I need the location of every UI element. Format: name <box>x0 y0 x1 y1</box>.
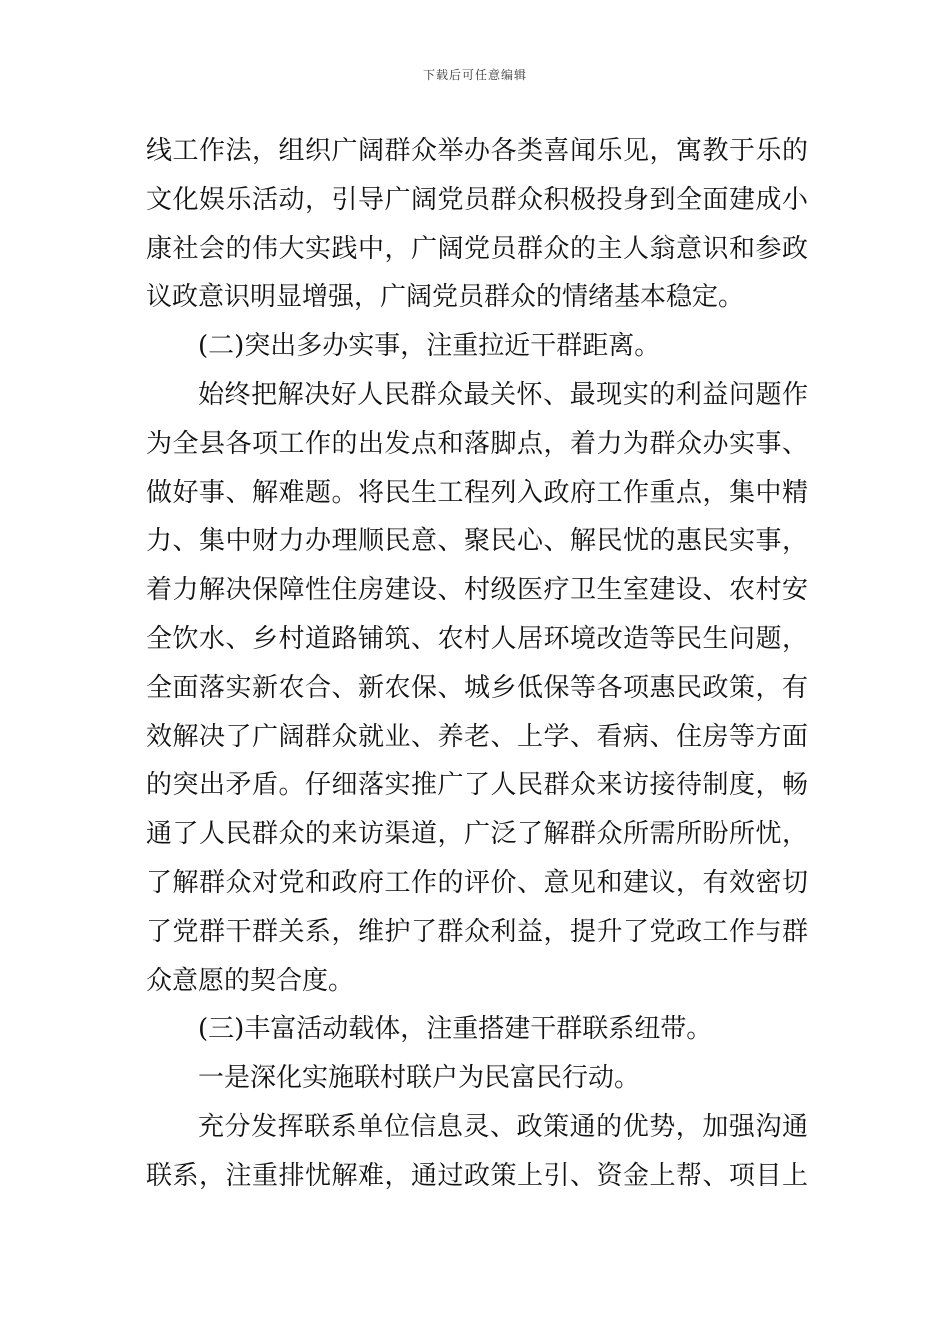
text-line-13: 效解决了广阔群众就业、养老、上学、看病、住房等方面 <box>146 721 808 752</box>
section-heading-2: (二)突出多办实事，注重拉近干群距离。 <box>198 331 661 362</box>
text-line-8: 做好事、解难题。将民生工程列入政府工作重点，集中精 <box>146 477 808 508</box>
text-line-21: 充分发挥联系单位信息灵、政策通的优势，加强沟通 <box>198 1111 808 1142</box>
text-line-4: 议政意识明显增强，广阔党员群众的情绪基本稳定。 <box>146 282 745 313</box>
text-line-11: 全饮水、乡村道路铺筑、农村人居环境改造等民生问题， <box>146 623 808 654</box>
text-line-17: 了党群干群关系，维护了群众利益，提升了党政工作与群 <box>146 916 808 947</box>
text-line-22: 联系，注重排忧解难，通过政策上引、资金上帮、项目上 <box>146 1160 808 1191</box>
page-header: 下载后可任意编辑 <box>422 68 527 82</box>
text-line-7: 为全县各项工作的出发点和落脚点，着力为群众办实事、 <box>146 428 808 459</box>
text-line-10: 着力解决保障性住房建设、村级医疗卫生室建设、农村安 <box>146 575 808 606</box>
subsection-heading-1: 一是深化实施联村联户为民富民行动。 <box>198 1063 641 1094</box>
text-line-3: 康社会的伟大实践中，广阔党员群众的主人翁意识和参政 <box>146 233 808 264</box>
text-line-14: 的突出矛盾。仔细落实推广了人民群众来访接待制度，畅 <box>146 770 808 801</box>
text-line-6: 始终把解决好人民群众最关怀、最现实的利益问题作 <box>198 379 808 410</box>
document-body <box>146 127 808 1201</box>
text-line-12: 全面落实新农合、新农保、城乡低保等各项惠民政策，有 <box>146 672 808 703</box>
text-line-16: 了解群众对党和政府工作的评价、意见和建议，有效密切 <box>146 867 808 898</box>
section-heading-3: (三)丰富活动载体，注重搭建干群联系纽带。 <box>198 1014 713 1045</box>
text-line-15: 通了人民群众的来访渠道，广泛了解群众所需所盼所忧， <box>146 819 808 850</box>
text-line-1: 线工作法，组织广阔群众举办各类喜闻乐见，寓教于乐的 <box>146 136 808 166</box>
text-line-2: 文化娱乐活动，引导广阔党员群众积极投身到全面建成小 <box>146 184 808 215</box>
text-line-18: 众意愿的契合度。 <box>146 965 355 996</box>
text-line-9: 力、集中财力办理顺民意、聚民心、解民忧的惠民实事， <box>146 526 808 557</box>
